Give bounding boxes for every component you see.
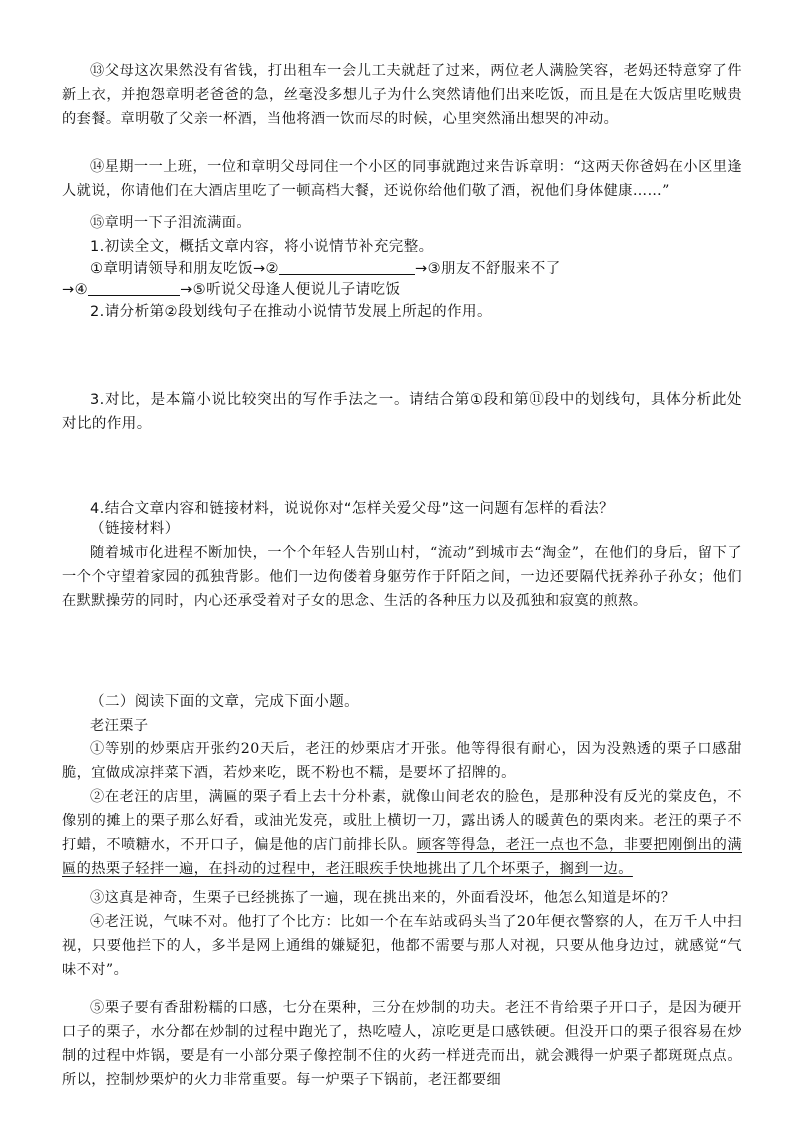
- link-material-text: 随着城市化进程不断加快，一个个年轻人告别山村，“流动”到城市去“淘金”，在他们的身后，留下了一个个守望着家园的孤独背影。他们一边佝偻着身躯劳作于阡陌之间，一边还要隔代抚养孙子孙女；他们在默默操劳的同时，内心还承受着对子女的思念、生活的各种压力以及孤独和寂寞的煎熬。: [62, 545, 742, 609]
- question-2: 2.请分析第②段划线句子在推动小说情节发展上所起的作用。: [90, 304, 492, 320]
- plot-step-1-text: ①章明请领导和朋友吃饭→②: [90, 261, 279, 277]
- answer-blank-4[interactable]: [88, 279, 180, 296]
- underlined-sentence: 顾客等得急，老汪一点也不急，非要把刚倒出的满匾的热栗子轻拌一遍，在抖动的过程中，老汪眼疾手快地挑出了几个坏栗子，搁到一边。: [62, 837, 742, 877]
- paragraph-2-text: ②在老汪的店里，满匾的栗子看上去十分朴素，就像山间老农的脸色，是那种没有反光的棠皮色，不像别的摊上的栗子那么好看，或油光发亮，或肚上横切一刀，露出诱人的暖黄色的栗肉来。老汪的栗子不打蜡，不喷糖水，不开口子，偏是他的店门前排长队。: [62, 789, 742, 853]
- plot-step-5-text: →⑤听说父母逢人便说儿子请吃饭: [180, 282, 401, 298]
- article-paragraph-3: ③这真是神奇，生栗子已经挑拣了一遍，现在挑出来的，外面看没坏，他怎么知道是坏的？: [90, 890, 676, 906]
- article-title: 老汪栗子: [90, 718, 149, 734]
- question-4: 4.结合文章内容和链接材料，说说你对“怎样关爱父母”这一问题有怎样的看法？: [90, 501, 615, 517]
- question-1: 1.初读全文，概括文章内容，将小说情节补充完整。: [90, 239, 434, 255]
- article-paragraph-5: ⑤栗子要有香甜粉糯的口感，七分在栗种，三分在炒制的功夫。老汪不肯给栗子开口子，是因为硬开口子的栗子，水分都在炒制的过程中跑光了，热吃噎人，凉吃更是口感铁硬。但没开口的栗子很容易在炒制的过程中炸锅，要是有一小部分栗子像控制不住的火药一样迸壳而出，就会溅得一炉栗子都斑斑点点。所以，控制炒栗炉的火力非常重要。每一炉栗子下锅前，老汪都要细: [62, 1000, 742, 1088]
- story-paragraph-14: ⑭星期一一上班，一位和章明父母同住一个小区的同事就跑过来告诉章明：“这两天你爸妈在小区里逢人就说，你请他们在大酒店里吃了一顿高档大餐，还说你给他们敬了酒，祝他们身体健康……”: [62, 159, 742, 199]
- article-paragraph-1: ①等别的炒栗店开张约20天后，老汪的炒栗店才开张。他等得很有耐心，因为没熟透的栗子口感甜脆，宜做成凉拌菜下酒，若炒来吃，既不粉也不糯，是要坏了招牌的。: [62, 741, 742, 781]
- plot-step-3-text: →③朋友不舒服来不了: [415, 261, 561, 277]
- story-paragraph-13: ⑬父母这次果然没有省钱，打出租车一会儿工夫就赶了过来，两位老人满脸笑容，老妈还特意穿了件新上衣，并抱怨章明老爸爸的急，丝毫没多想儿子为什么突然请他们出来吃饭，而且是在大饭店里吃贼贵的套餐。章明敬了父亲一杯酒，当他将酒一饮而尽的时候，心里突然涌出想哭的冲动。: [62, 63, 742, 127]
- story-paragraph-15: ⑮章明一下子泪流满面。: [90, 215, 252, 231]
- link-material-label: （链接材料）: [90, 521, 180, 537]
- question-1-line-2: [62, 278, 742, 302]
- plot-step-4-arrow: →④: [62, 282, 89, 298]
- question-3: 3.对比，是本篇小说比较突出的写作手法之一。请结合第①段和第⑪段中的划线句，具体分析此处对比的作用。: [62, 392, 742, 432]
- article-paragraph-4: ④老汪说，气味不对。他打了个比方：比如一个在车站或码头当了20年便衣警察的人，在万千人中扫视，只要他拦下的人，多半是网上通缉的嫌疑犯，他都不需要与那人对视，只要从他身边过，就感觉“气味不对”。: [62, 914, 742, 978]
- section-2-heading: （二）阅读下面的文章，完成下面小题。: [90, 694, 360, 710]
- article-paragraph-2: [62, 785, 742, 881]
- answer-blank-2[interactable]: [279, 258, 415, 275]
